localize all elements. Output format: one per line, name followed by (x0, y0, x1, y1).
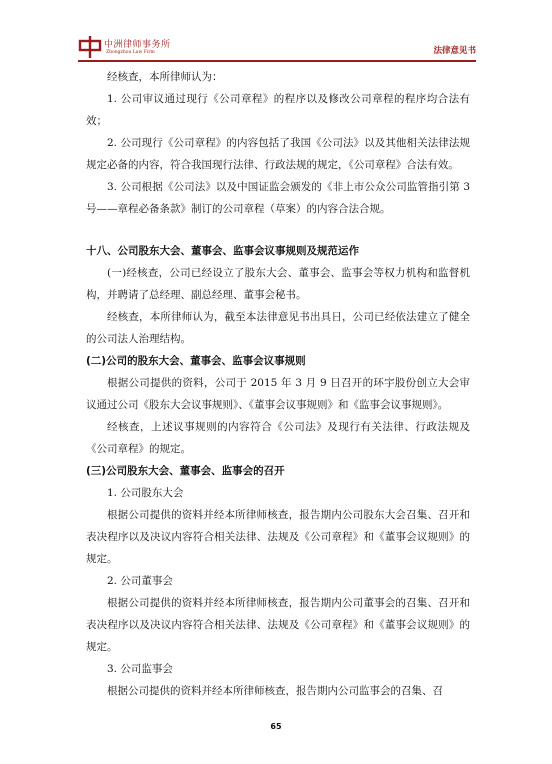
document-body (86, 66, 470, 702)
shareholders-paragraph: 根据公司提供的资料并经本所律师核查，报告期内公司股东大会召集、召开和表决程序以及决议内容符合相关法律、法规及《公司章程》和《董事会议规则》的规定。 (86, 509, 470, 565)
conclusion-item-1: 1. 公司审议通过现行《公司章程》的程序以及修改公司章程的程序均合法有效； (86, 93, 470, 127)
item-heading-shareholders: 1. 公司股东大会 (107, 487, 184, 499)
item-heading-supervisory: 3. 公司监事会 (107, 663, 173, 675)
conclusion-intro: 经核查，本所律师认为： (107, 71, 223, 83)
firm-name-en: Zhongzhou Law Firm (106, 50, 155, 55)
conclusion-item-3: 3. 公司根据《公司法》以及中国证监会颁发的《非上市公众公司监管指引第 3 号——章程必备条款》制订的公司章程（草案）的内容合法合规。 (86, 181, 470, 215)
item-heading-board: 2. 公司董事会 (107, 575, 173, 587)
governance-conclusion: 经核查，本所律师认为，截至本法律意见书出具日，公司已经依法建立了健全的公司法人治理结构。 (86, 311, 470, 345)
firm-logo-icon (78, 36, 102, 58)
subsection-heading-3: (三)公司股东大会、董事会、监事会的召开 (86, 465, 285, 477)
supervisory-paragraph: 根据公司提供的资料并经本所律师核查，报告期内公司监事会的召集、召 (107, 685, 443, 697)
header-divider (78, 60, 476, 62)
subsection-heading-2: (二)公司的股东大会、董事会、监事会议事规则 (86, 355, 306, 367)
conclusion-item-2: 2. 公司现行《公司章程》的内容包括了我国《公司法》以及其他相关法律法规规定必备的内容，符合我国现行法律、行政法规的规定，《公司章程》合法有效。 (86, 137, 470, 171)
document-type: 法律意见书 (433, 46, 476, 56)
rules-conclusion: 经核查，上述议事规则的内容符合《公司法》及现行有关法律、行政法规及《公司章程》的规定。 (86, 421, 470, 455)
rules-paragraph: 根据公司提供的资料，公司于 2015 年 3 月 9 日召开的环宇股份创立大会审议通过公司《股东大会议事规则》、《董事会议事规则》和《监事会议事规则》。 (86, 377, 470, 411)
board-paragraph: 根据公司提供的资料并经本所律师核查，报告期内公司董事会的召集、召开和表决程序以及决议内容符合相关法律、法规及《公司章程》和《董事会议规则》的规定。 (86, 597, 470, 653)
section-heading: 十八、公司股东大会、董事会、监事会议事规则及规范运作 (86, 245, 359, 257)
firm-name: 中洲律师事务所 (104, 40, 171, 50)
page-number: 65 (270, 722, 282, 731)
page-header (78, 34, 476, 64)
governance-paragraph: (一)经核查，公司已经设立了股东大会、董事会、监事会等权力机构和监督机构，并聘请了总经理、副总经理、董事会秘书。 (86, 267, 470, 301)
